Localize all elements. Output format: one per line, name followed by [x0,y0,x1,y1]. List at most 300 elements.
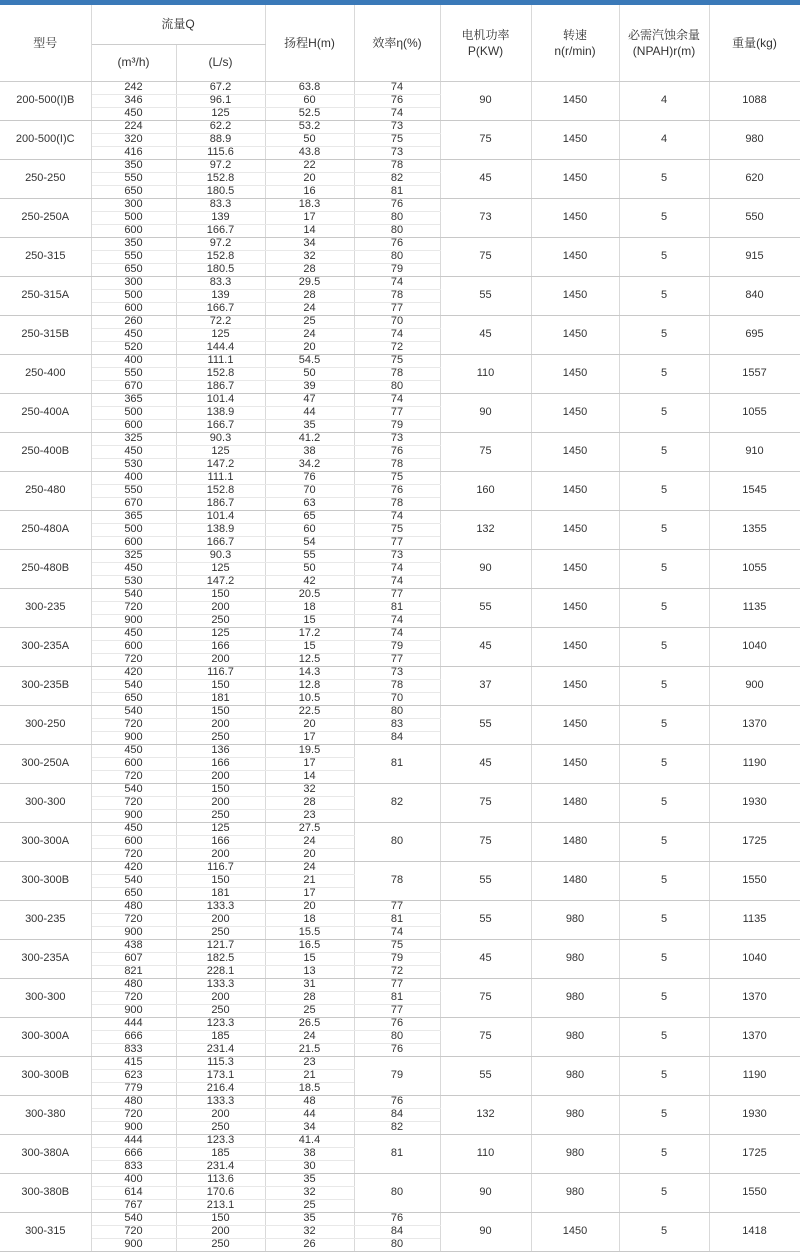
flow-ls-cell: 150 [176,1212,265,1225]
flow-ls-cell: 115.6 [176,146,265,159]
speed-cell: 980 [531,1134,619,1173]
flow-m3h-cell: 650 [91,692,176,705]
efficiency-cell: 84 [354,1108,440,1121]
efficiency-cell: 79 [354,952,440,965]
flow-ls-cell: 90.3 [176,549,265,562]
power-cell: 75 [440,120,531,159]
speed-cell: 1450 [531,393,619,432]
flow-m3h-cell: 420 [91,666,176,679]
spec-row [0,1173,800,1186]
weight-cell: 1725 [709,822,800,861]
head-cell: 35 [265,1212,354,1225]
speed-cell: 1450 [531,627,619,666]
head-cell: 12.5 [265,653,354,666]
speed-cell: 1450 [531,276,619,315]
efficiency-cell: 78 [354,861,440,900]
npsh-cell: 5 [619,159,709,198]
efficiency-cell: 79 [354,640,440,653]
head-cell: 10.5 [265,692,354,705]
flow-m3h-cell: 420 [91,861,176,874]
spec-row [0,900,800,913]
head-cell: 42 [265,575,354,588]
power-cell: 55 [440,705,531,744]
speed-cell: 1450 [531,315,619,354]
head-cell: 47 [265,393,354,406]
table-header [0,5,800,81]
flow-ls-cell: 166.7 [176,224,265,237]
flow-ls-cell: 116.7 [176,666,265,679]
flow-m3h-cell: 600 [91,224,176,237]
flow-m3h-cell: 480 [91,1095,176,1108]
efficiency-cell: 77 [354,900,440,913]
npsh-cell: 5 [619,822,709,861]
flow-ls-cell: 147.2 [176,458,265,471]
spec-row [0,822,800,835]
speed-cell: 1450 [531,1212,619,1251]
head-cell: 25 [265,315,354,328]
flow-ls-cell: 150 [176,588,265,601]
flow-m3h-cell: 720 [91,601,176,614]
flow-ls-cell: 200 [176,601,265,614]
weight-cell: 1088 [709,81,800,120]
flow-ls-cell: 136 [176,744,265,757]
flow-m3h-cell: 450 [91,627,176,640]
speed-cell: 980 [531,1095,619,1134]
model-cell: 200-500(I)B [0,81,91,120]
head-cell: 70 [265,484,354,497]
efficiency-cell: 74 [354,328,440,341]
power-cell: 90 [440,549,531,588]
power-cell: 75 [440,432,531,471]
flow-ls-cell: 166 [176,835,265,848]
efficiency-cell: 73 [354,549,440,562]
header-npsh-line2: (NPAH)r(m) [632,43,696,58]
head-cell: 60 [265,523,354,536]
flow-m3h-cell: 438 [91,939,176,952]
flow-m3h-cell: 550 [91,172,176,185]
head-cell: 65 [265,510,354,523]
weight-cell: 910 [709,432,800,471]
flow-m3h-cell: 450 [91,445,176,458]
spec-row [0,315,800,328]
flow-m3h-cell: 320 [91,133,176,146]
header-npsh-line1: 必需汽蚀余量 [627,27,700,42]
efficiency-cell: 75 [354,471,440,484]
head-cell: 12.8 [265,679,354,692]
model-cell: 250-315B [0,315,91,354]
npsh-cell: 4 [619,81,709,120]
flow-m3h-cell: 530 [91,575,176,588]
efficiency-cell: 81 [354,601,440,614]
efficiency-cell: 84 [354,1225,440,1238]
head-cell: 16.5 [265,939,354,952]
flow-ls-cell: 123.3 [176,1017,265,1030]
flow-m3h-cell: 833 [91,1160,176,1173]
flow-ls-cell: 250 [176,809,265,822]
speed-cell: 1450 [531,666,619,705]
flow-ls-cell: 133.3 [176,900,265,913]
head-cell: 25 [265,1004,354,1017]
efficiency-cell: 80 [354,822,440,861]
head-cell: 43.8 [265,146,354,159]
model-cell: 200-500(I)C [0,120,91,159]
efficiency-cell: 76 [354,237,440,250]
spec-row [0,1134,800,1147]
power-cell: 110 [440,354,531,393]
head-cell: 34 [265,237,354,250]
efficiency-cell: 77 [354,1004,440,1017]
flow-m3h-cell: 900 [91,731,176,744]
head-cell: 38 [265,445,354,458]
flow-m3h-cell: 900 [91,809,176,822]
flow-m3h-cell: 600 [91,757,176,770]
npsh-cell: 5 [619,432,709,471]
flow-m3h-cell: 600 [91,835,176,848]
flow-ls-cell: 250 [176,731,265,744]
flow-ls-cell: 116.7 [176,861,265,874]
speed-cell: 980 [531,1173,619,1212]
flow-ls-cell: 180.5 [176,185,265,198]
spec-row [0,588,800,601]
efficiency-cell: 76 [354,1095,440,1108]
flow-ls-cell: 250 [176,1121,265,1134]
model-cell: 250-315A [0,276,91,315]
flow-ls-cell: 180.5 [176,263,265,276]
speed-cell: 1450 [531,432,619,471]
npsh-cell: 5 [619,549,709,588]
head-cell: 31 [265,978,354,991]
npsh-cell: 5 [619,354,709,393]
flow-m3h-cell: 821 [91,965,176,978]
weight-cell: 620 [709,159,800,198]
head-cell: 17 [265,757,354,770]
npsh-cell: 5 [619,1017,709,1056]
head-cell: 76 [265,471,354,484]
npsh-cell: 5 [619,471,709,510]
efficiency-cell: 74 [354,510,440,523]
flow-ls-cell: 250 [176,926,265,939]
flow-m3h-cell: 720 [91,913,176,926]
flow-m3h-cell: 500 [91,406,176,419]
efficiency-cell: 81 [354,185,440,198]
efficiency-cell: 70 [354,692,440,705]
head-cell: 32 [265,783,354,796]
head-cell: 27.5 [265,822,354,835]
head-cell: 32 [265,1186,354,1199]
head-cell: 15 [265,614,354,627]
head-cell: 55 [265,549,354,562]
flow-m3h-cell: 530 [91,458,176,471]
efficiency-cell: 80 [354,705,440,718]
model-cell: 250-250A [0,198,91,237]
flow-ls-cell: 96.1 [176,94,265,107]
flow-m3h-cell: 540 [91,874,176,887]
efficiency-cell: 81 [354,744,440,783]
efficiency-cell: 77 [354,536,440,549]
header-model: 型号 [0,5,91,81]
head-cell: 18 [265,913,354,926]
speed-cell: 980 [531,1056,619,1095]
power-cell: 55 [440,276,531,315]
efficiency-cell: 84 [354,731,440,744]
spec-row [0,510,800,523]
flow-m3h-cell: 480 [91,900,176,913]
spec-row [0,393,800,406]
weight-cell: 1930 [709,783,800,822]
head-cell: 18 [265,601,354,614]
speed-cell: 1450 [531,159,619,198]
efficiency-cell: 76 [354,484,440,497]
power-cell: 75 [440,978,531,1017]
flow-m3h-cell: 500 [91,211,176,224]
model-cell: 250-480B [0,549,91,588]
efficiency-cell: 80 [354,211,440,224]
spec-row [0,627,800,640]
flow-ls-cell: 90.3 [176,432,265,445]
head-cell: 50 [265,562,354,575]
power-cell: 45 [440,939,531,978]
model-cell: 300-235A [0,627,91,666]
efficiency-cell: 74 [354,614,440,627]
flow-m3h-cell: 480 [91,978,176,991]
head-cell: 17 [265,731,354,744]
speed-cell: 1480 [531,822,619,861]
efficiency-cell: 73 [354,666,440,679]
head-cell: 60 [265,94,354,107]
flow-ls-cell: 166.7 [176,419,265,432]
speed-cell: 1450 [531,198,619,237]
header-efficiency: 效率η(%) [354,5,440,81]
efficiency-cell: 77 [354,978,440,991]
speed-cell: 1450 [531,471,619,510]
head-cell: 18.3 [265,198,354,211]
flow-m3h-cell: 670 [91,380,176,393]
weight-cell: 1055 [709,393,800,432]
flow-ls-cell: 139 [176,211,265,224]
weight-cell: 1550 [709,1173,800,1212]
model-cell: 300-380 [0,1095,91,1134]
speed-cell: 1450 [531,549,619,588]
flow-m3h-cell: 779 [91,1082,176,1095]
flow-m3h-cell: 365 [91,510,176,523]
flow-ls-cell: 250 [176,614,265,627]
model-cell: 300-235A [0,939,91,978]
flow-m3h-cell: 520 [91,341,176,354]
flow-m3h-cell: 400 [91,1173,176,1186]
flow-m3h-cell: 900 [91,1238,176,1251]
weight-cell: 1545 [709,471,800,510]
spec-row [0,1095,800,1108]
flow-m3h-cell: 720 [91,796,176,809]
npsh-cell: 5 [619,1134,709,1173]
flow-m3h-cell: 600 [91,640,176,653]
flow-m3h-cell: 550 [91,367,176,380]
efficiency-cell: 78 [354,159,440,172]
power-cell: 73 [440,198,531,237]
flow-ls-cell: 97.2 [176,159,265,172]
efficiency-cell: 76 [354,1043,440,1056]
weight-cell: 840 [709,276,800,315]
flow-ls-cell: 83.3 [176,198,265,211]
flow-ls-cell: 113.6 [176,1173,265,1186]
power-cell: 75 [440,822,531,861]
flow-ls-cell: 147.2 [176,575,265,588]
flow-ls-cell: 181 [176,692,265,705]
npsh-cell: 5 [619,588,709,627]
head-cell: 15.5 [265,926,354,939]
flow-m3h-cell: 444 [91,1134,176,1147]
weight-cell: 1930 [709,1095,800,1134]
efficiency-cell: 76 [354,94,440,107]
efficiency-cell: 74 [354,627,440,640]
head-cell: 21.5 [265,1043,354,1056]
spec-row [0,432,800,445]
speed-cell: 1450 [531,354,619,393]
efficiency-cell: 70 [354,315,440,328]
power-cell: 45 [440,627,531,666]
flow-m3h-cell: 833 [91,1043,176,1056]
speed-cell: 1450 [531,81,619,120]
head-cell: 13 [265,965,354,978]
head-cell: 44 [265,1108,354,1121]
spec-row [0,744,800,757]
npsh-cell: 5 [619,627,709,666]
efficiency-cell: 78 [354,367,440,380]
head-cell: 22.5 [265,705,354,718]
flow-ls-cell: 231.4 [176,1160,265,1173]
header-weight: 重量(kg) [709,5,800,81]
efficiency-cell: 77 [354,653,440,666]
spec-row [0,861,800,874]
header-flow: 流量Q [91,5,265,44]
flow-ls-cell: 83.3 [176,276,265,289]
flow-m3h-cell: 720 [91,848,176,861]
model-cell: 300-300B [0,1056,91,1095]
header-flow-m3h: (m³/h) [91,44,176,81]
head-cell: 28 [265,263,354,276]
flow-ls-cell: 144.4 [176,341,265,354]
head-cell: 28 [265,796,354,809]
spec-row [0,120,800,133]
flow-m3h-cell: 666 [91,1030,176,1043]
efficiency-cell: 78 [354,497,440,510]
head-cell: 24 [265,835,354,848]
flow-ls-cell: 250 [176,1238,265,1251]
flow-m3h-cell: 260 [91,315,176,328]
flow-m3h-cell: 500 [91,289,176,302]
flow-m3h-cell: 720 [91,1225,176,1238]
weight-cell: 1370 [709,1017,800,1056]
model-cell: 250-400A [0,393,91,432]
weight-cell: 1040 [709,939,800,978]
model-cell: 300-250A [0,744,91,783]
head-cell: 26 [265,1238,354,1251]
power-cell: 75 [440,237,531,276]
flow-m3h-cell: 346 [91,94,176,107]
efficiency-cell: 75 [354,133,440,146]
flow-m3h-cell: 600 [91,302,176,315]
weight-cell: 980 [709,120,800,159]
flow-m3h-cell: 300 [91,198,176,211]
weight-cell: 1370 [709,978,800,1017]
power-cell: 132 [440,510,531,549]
power-cell: 55 [440,900,531,939]
flow-ls-cell: 88.9 [176,133,265,146]
flow-ls-cell: 139 [176,289,265,302]
weight-cell: 1355 [709,510,800,549]
head-cell: 54.5 [265,354,354,367]
efficiency-cell: 82 [354,172,440,185]
head-cell: 41.4 [265,1134,354,1147]
spec-row [0,783,800,796]
model-cell: 250-480A [0,510,91,549]
model-cell: 300-235 [0,900,91,939]
npsh-cell: 5 [619,666,709,705]
flow-ls-cell: 101.4 [176,510,265,523]
head-cell: 20 [265,900,354,913]
efficiency-cell: 82 [354,783,440,822]
model-cell: 250-315 [0,237,91,276]
header-head: 扬程H(m) [265,5,354,81]
head-cell: 19.5 [265,744,354,757]
efficiency-cell: 74 [354,575,440,588]
header-flow-ls: (L/s) [176,44,265,81]
flow-ls-cell: 125 [176,328,265,341]
model-cell: 300-250 [0,705,91,744]
flow-m3h-cell: 416 [91,146,176,159]
power-cell: 90 [440,1212,531,1251]
weight-cell: 1190 [709,1056,800,1095]
flow-ls-cell: 182.5 [176,952,265,965]
power-cell: 45 [440,744,531,783]
efficiency-cell: 76 [354,1212,440,1225]
npsh-cell: 5 [619,1173,709,1212]
head-cell: 24 [265,302,354,315]
model-cell: 300-300 [0,978,91,1017]
flow-ls-cell: 181 [176,887,265,900]
flow-ls-cell: 115.3 [176,1056,265,1069]
weight-cell: 1190 [709,744,800,783]
header-power-line1: 电机功率 [461,27,510,42]
efficiency-cell: 74 [354,107,440,120]
flow-ls-cell: 186.7 [176,497,265,510]
weight-cell: 1055 [709,549,800,588]
spec-row [0,1056,800,1069]
head-cell: 35 [265,419,354,432]
head-cell: 15 [265,640,354,653]
efficiency-cell: 80 [354,1173,440,1212]
power-cell: 160 [440,471,531,510]
efficiency-cell: 78 [354,458,440,471]
efficiency-cell: 73 [354,120,440,133]
flow-ls-cell: 150 [176,679,265,692]
head-cell: 23 [265,809,354,822]
flow-m3h-cell: 900 [91,1004,176,1017]
head-cell: 21 [265,874,354,887]
flow-m3h-cell: 400 [91,354,176,367]
flow-ls-cell: 200 [176,653,265,666]
flow-ls-cell: 125 [176,562,265,575]
flow-ls-cell: 216.4 [176,1082,265,1095]
flow-m3h-cell: 450 [91,107,176,120]
spec-row [0,978,800,991]
spec-table-body [0,81,800,1251]
efficiency-cell: 79 [354,1056,440,1095]
model-cell: 300-380A [0,1134,91,1173]
efficiency-cell: 79 [354,419,440,432]
flow-m3h-cell: 540 [91,783,176,796]
speed-cell: 1480 [531,783,619,822]
